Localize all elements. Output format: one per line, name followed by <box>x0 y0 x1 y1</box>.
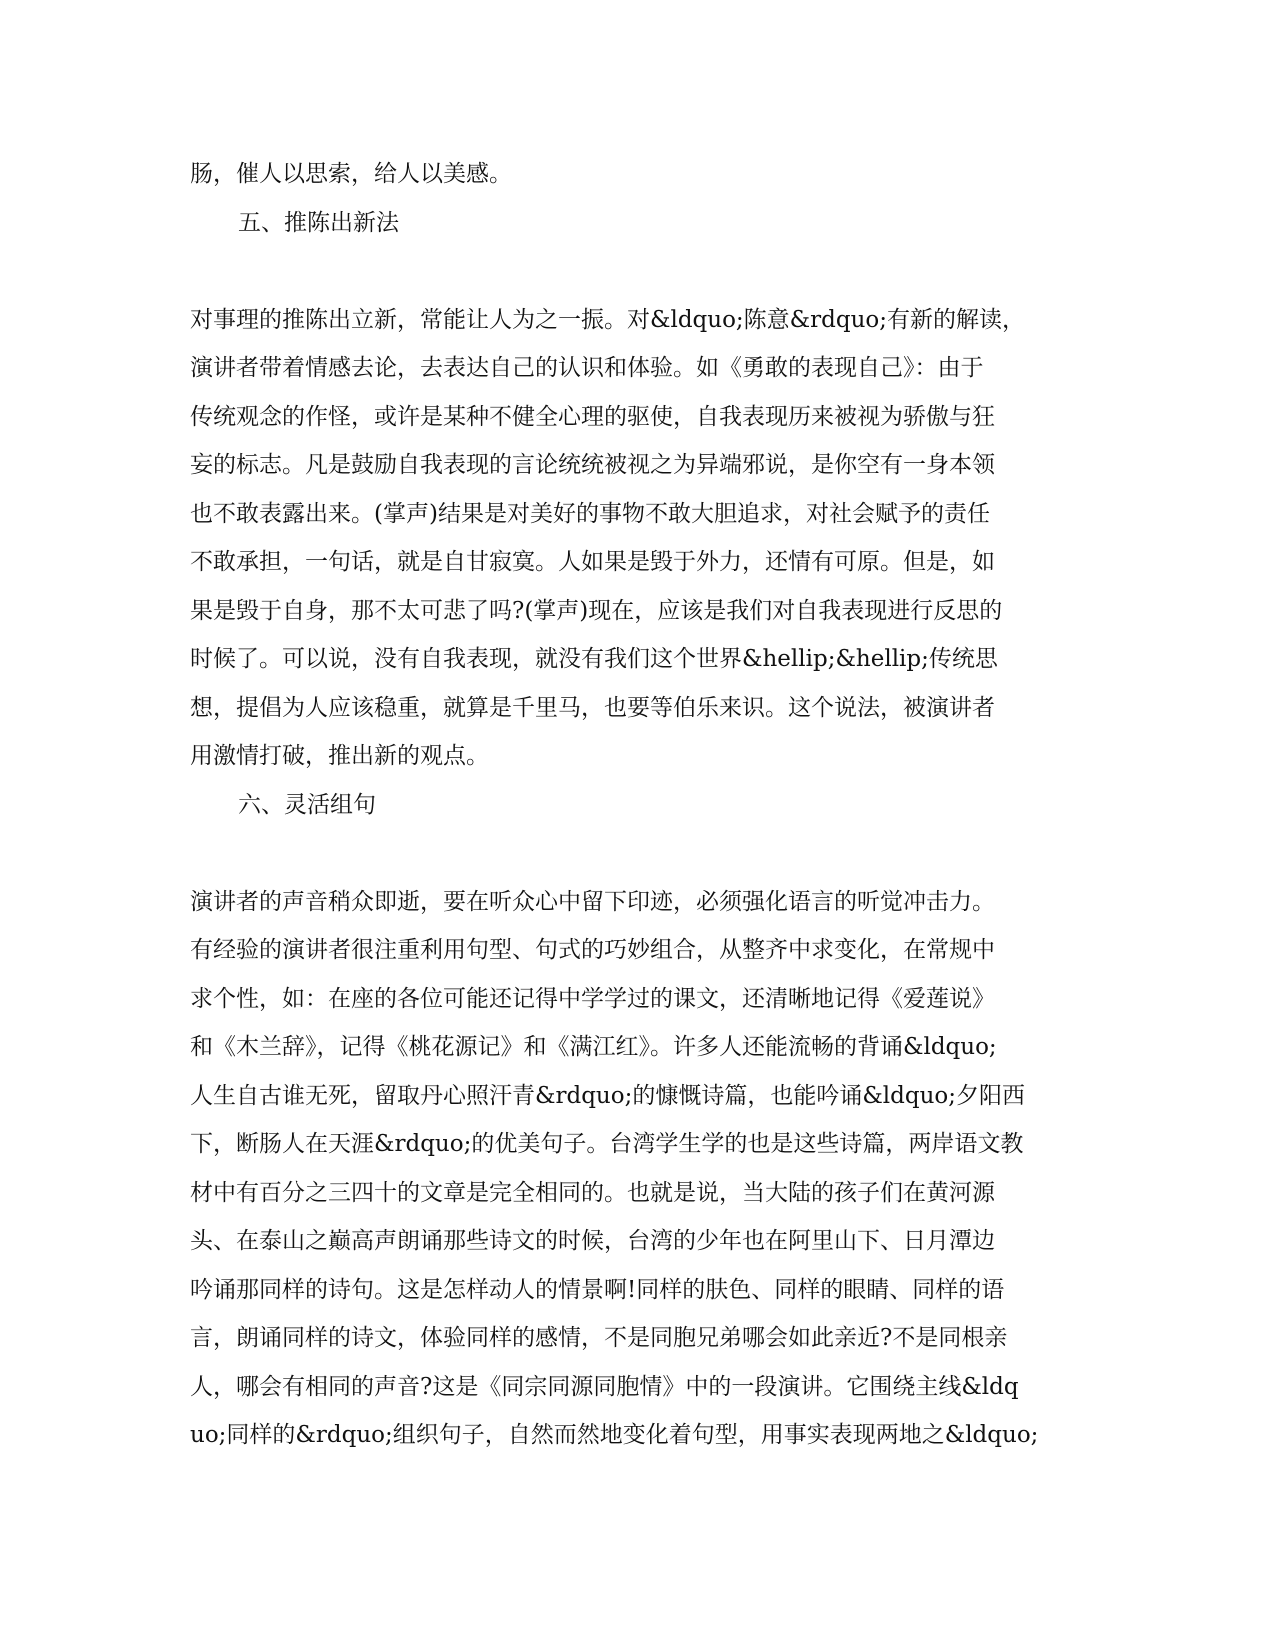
section-6-paragraph <box>190 878 1080 1460</box>
paragraph-line: 也不敢表露出来。(掌声)结果是对美好的事物不敢大胆追求，对社会赋予的责任 <box>190 500 990 527</box>
paragraph-line: 妄的标志。凡是鼓励自我表现的言论统统被视之为异端邪说，是你空有一身本领 <box>190 452 995 478</box>
blank-line <box>190 247 1080 296</box>
paragraph-line: 演讲者的声音稍众即逝，要在听众心中留下印迹，必须强化语言的听觉冲击力。 <box>190 888 995 915</box>
section-5-paragraph <box>190 296 1080 781</box>
paragraph-line: 肠，催人以思索，给人以美感。 <box>190 161 512 187</box>
paragraph-line: 吟诵那同样的诗句。这是怎样动人的情景啊!同样的肤色、同样的眼睛、同样的语 <box>190 1276 1005 1303</box>
paragraph-line: 想，提倡为人应该稳重，就算是千里马，也要等伯乐来识。这个说法，被演讲者 <box>190 694 995 721</box>
paragraph-line: 头、在泰山之巅高声朗诵那些诗文的时候，台湾的少年也在阿里山下、日月潭边 <box>190 1228 995 1254</box>
paragraph-line: 言，朗诵同样的诗文，体验同样的感情，不是同胞兄弟哪会如此亲近?不是同根亲 <box>190 1325 1008 1351</box>
section-heading-5: 五、推陈出新法 <box>238 209 399 236</box>
paragraph-line: 材中有百分之三四十的文章是完全相同的。也就是说，当大陆的孩子们在黄河源 <box>190 1179 995 1206</box>
paragraph-line: 时候了。可以说，没有自我表现，就没有我们这个世界&hellip;&hellip;传统思 <box>190 646 998 672</box>
paragraph-line: 有经验的演讲者很注重利用句型、句式的巧妙组合，从整齐中求变化，在常规中 <box>190 937 995 963</box>
paragraph-line: 人，哪会有相同的声音?这是《同宗同源同胞情》中的一段演讲。它围绕主线&ldq <box>190 1373 1019 1400</box>
document-body <box>190 150 1080 1460</box>
paragraph-line: 传统观念的作怪，或许是某种不健全心理的驱使，自我表现历来被视为骄傲与狂 <box>190 403 995 430</box>
paragraph-line: 果是毁于自身，那不太可悲了吗?(掌声)现在，应该是我们对自我表现进行反思的 <box>190 597 1003 624</box>
blank-line <box>190 829 1080 878</box>
paragraph-line: uo;同样的&rdquo;组织句子，自然而然地变化着句型，用事实表现两地之&ldquo; <box>190 1422 1039 1448</box>
paragraph-line: 和《木兰辞》，记得《桃花源记》和《满江红》。许多人还能流畅的背诵&ldquo; <box>190 1034 997 1060</box>
paragraph-line: 不敢承担，一句话，就是自甘寂寞。人如果是毁于外力，还情有可原。但是，如 <box>190 549 995 575</box>
paragraph-line: 下，断肠人在天涯&rdquo;的优美句子。台湾学生学的也是这些诗篇，两岸语文教 <box>190 1131 1024 1157</box>
paragraph-line: 用激情打破，推出新的观点。 <box>190 743 489 769</box>
paragraph-line: 人生自古谁无死，留取丹心照汗青&rdquo;的慷慨诗篇，也能吟诵&ldquo;夕阳西 <box>190 1082 1026 1109</box>
paragraph-line: 求个性，如：在座的各位可能还记得中学学过的课文，还清晰地记得《爱莲说》 <box>190 985 995 1012</box>
paragraph-line: 对事理的推陈出立新，常能让人为之一振。对&ldquo;陈意&rdquo;有新的解读， <box>190 306 1026 333</box>
section-heading-6: 六、灵活组句 <box>238 791 376 818</box>
paragraph-line: 演讲者带着情感去论，去表达自己的认识和体验。如《勇敢的表现自己》：由于 <box>190 355 984 381</box>
